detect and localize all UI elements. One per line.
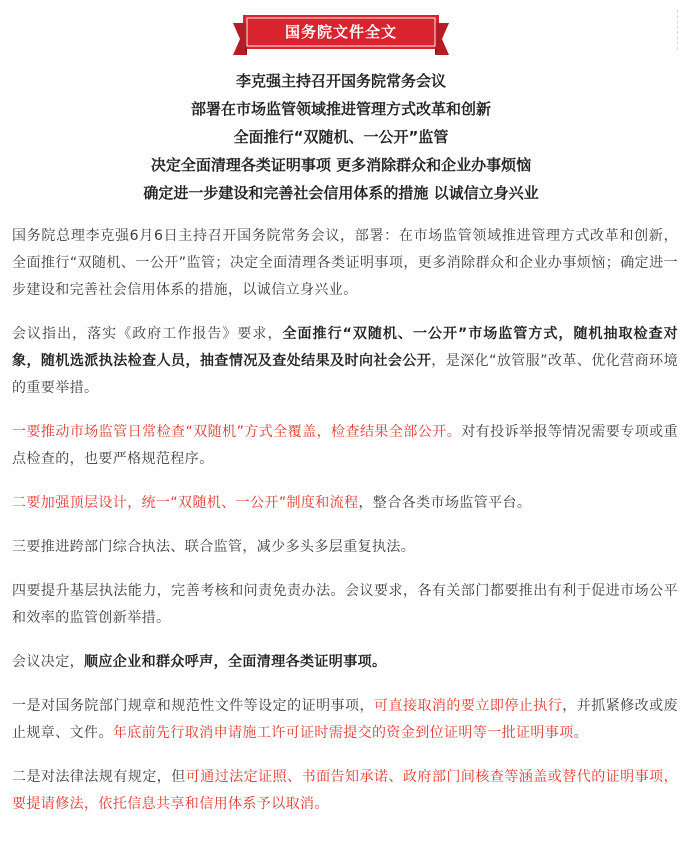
- banner: [0, 13, 682, 63]
- p8-text-c: ，并抓紧修改或废止规章、文件。: [12, 698, 679, 741]
- p4-red-a: 二要加强顶层设计，统一“双随机、一公开”制度和流程: [12, 495, 359, 511]
- headline-2: 部署在市场监管领域推进管理方式改革和创新: [190, 100, 491, 118]
- headline-block: [0, 67, 682, 207]
- headline-1: 李克强主持召开国务院常务会议: [235, 72, 446, 90]
- p4-text-b: ，整合各类市场监管平台。: [358, 495, 532, 511]
- p3-text-b: 对有投诉举报等情况需要专项或重点检查的，也要严格规范程序。: [12, 424, 679, 467]
- paragraph-point-2: [12, 490, 678, 517]
- headline-3: 全面推行“双随机、一公开”监管: [233, 128, 449, 146]
- p7-text-a: 会议决定，: [12, 654, 84, 670]
- p9-red-b: 可通过法定证照、书面告知承诺、政府部门间核查等涵盖或替代的证明事项，要提请修法，依托信息共享和信用体系予以取消。: [12, 769, 678, 812]
- p9-text-a: 二是对法律法规有规定，但: [12, 769, 186, 785]
- corner-divider: [663, 10, 678, 50]
- p3-red-a: 一要推动市场监管日常检查“双随机”方式全覆盖，检查结果全部公开。: [12, 424, 462, 440]
- paragraph-item-2: [12, 764, 678, 818]
- p2-text-a: 会议指出，落实《政府工作报告》要求，: [12, 326, 283, 342]
- paragraph-point-3: 三要推进跨部门综合执法、联合监管，减少多头多层重复执法。: [12, 539, 416, 555]
- headline-4: 决定全面清理各类证明事项 更多消除群众和企业办事烦恼: [150, 156, 532, 174]
- paragraph-intro: 国务院总理李克强6月6日主持召开国务院常务会议，部署：在市场监管领域推进管理方式改革和创新，全面推行“双随机、一公开”监管；决定全面清理各类证明事项，更多消除群众和企业办事烦恼；确定进一步建设和完善社会信用体系的措施，以诚信立身兴业。: [12, 228, 678, 298]
- paragraph-item-1: [12, 693, 678, 747]
- paragraph-point-4: 四要提升基层执法能力，完善考核和问责免责办法。会议要求，各有关部门都要推出有利于促进市场公平和效率的监管创新举措。: [12, 583, 678, 626]
- p8-red-d: 年底前先行取消申请施工许可证时需提交的资金到位证明等一批证明事项。: [112, 725, 589, 741]
- p8-text-a: 一是对国务院部门规章和规范性文件等设定的证明事项，: [12, 698, 374, 714]
- p2-text-c: ，是深化“放管服”改革、优化营商环境的重要举措。: [12, 353, 678, 396]
- p7-bold-b: 顺应企业和群众呼声，全面清理各类证明事项。: [84, 654, 387, 670]
- p2-bold-b: 全面推行“双随机、一公开”市场监管方式，随机抽取检查对象，随机选派执法检查人员，抽查情况及查处结果及时向社会公开: [12, 326, 679, 369]
- banner-title: 国务院文件全文: [284, 23, 397, 41]
- headline-5: 确定进一步建设和完善社会信用体系的措施 以诚信立身兴业: [143, 184, 539, 202]
- p8-red-b: 可直接取消的要立即停止执行: [374, 698, 563, 714]
- paragraph-point-1: [12, 419, 678, 473]
- paragraph-meeting-points: [12, 321, 678, 402]
- article-body: [12, 223, 678, 835]
- paragraph-decision: [12, 649, 678, 676]
